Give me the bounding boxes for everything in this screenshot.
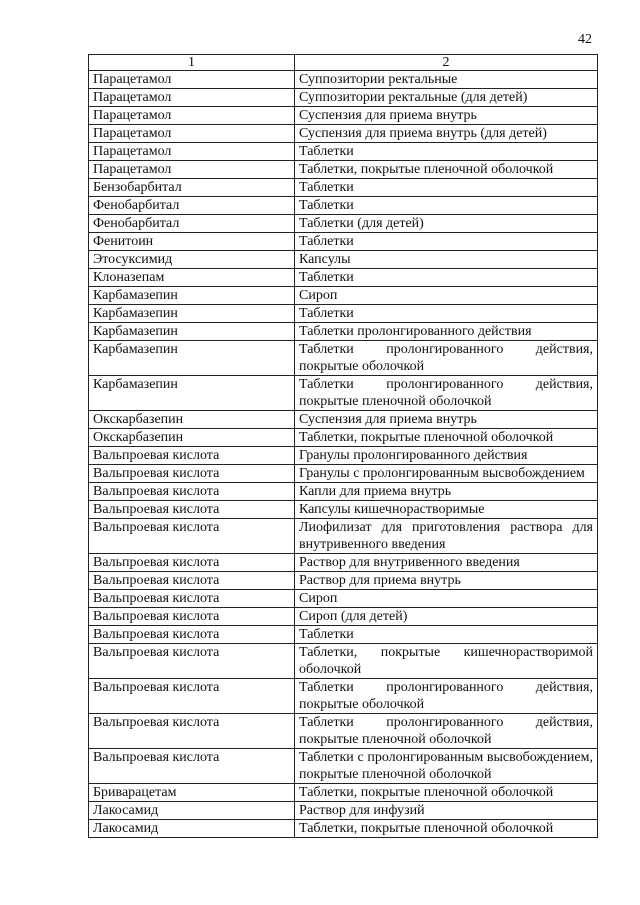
dosage-form-cell: Суспензия для приема внутрь <box>295 107 598 125</box>
drug-name-cell: Бриварацетам <box>89 784 295 802</box>
table-row <box>89 341 598 376</box>
table-row <box>89 89 598 107</box>
dosage-form-cell: Суспензия для приема внутрь <box>295 411 598 429</box>
table-row <box>89 572 598 590</box>
column-header-2: 2 <box>295 55 598 71</box>
table-row <box>89 429 598 447</box>
table-row <box>89 501 598 519</box>
column-header-1: 1 <box>89 55 295 71</box>
table-row <box>89 465 598 483</box>
drug-table <box>88 54 598 838</box>
dosage-form-cell: Таблетки <box>295 626 598 644</box>
drug-name-cell: Вальпроевая кислота <box>89 590 295 608</box>
dosage-form-cell: Гранулы пролонгированного действия <box>295 447 598 465</box>
table-row <box>89 679 598 714</box>
dosage-form-cell: Сироп <box>295 590 598 608</box>
table-row <box>89 590 598 608</box>
table-row <box>89 447 598 465</box>
table-row <box>89 376 598 411</box>
drug-name-cell: Вальпроевая кислота <box>89 447 295 465</box>
table-row <box>89 519 598 554</box>
drug-name-cell: Парацетамол <box>89 107 295 125</box>
drug-name-cell: Вальпроевая кислота <box>89 644 295 679</box>
dosage-form-cell: Таблетки <box>295 143 598 161</box>
table-row <box>89 323 598 341</box>
table-row <box>89 608 598 626</box>
drug-name-cell: Вальпроевая кислота <box>89 501 295 519</box>
dosage-form-cell: Лиофилизат для приготовления раствора для внутривенного введения <box>295 519 598 554</box>
dosage-form-cell: Таблетки пролонгированного действия, покрытые оболочкой <box>295 341 598 376</box>
drug-name-cell: Вальпроевая кислота <box>89 679 295 714</box>
dosage-form-cell: Капли для приема внутрь <box>295 483 598 501</box>
drug-name-cell: Вальпроевая кислота <box>89 572 295 590</box>
dosage-form-cell: Таблетки, покрытые кишечнорастворимой оболочкой <box>295 644 598 679</box>
table-header-row <box>89 55 598 71</box>
dosage-form-cell: Таблетки, покрытые пленочной оболочкой <box>295 429 598 447</box>
drug-name-cell: Фенобарбитал <box>89 215 295 233</box>
table-row <box>89 305 598 323</box>
table-row <box>89 125 598 143</box>
dosage-form-cell: Суспензия для приема внутрь (для детей) <box>295 125 598 143</box>
drug-name-cell: Лакосамид <box>89 802 295 820</box>
drug-name-cell: Парацетамол <box>89 89 295 107</box>
table-row <box>89 197 598 215</box>
table-row <box>89 71 598 89</box>
dosage-form-cell: Таблетки (для детей) <box>295 215 598 233</box>
drug-name-cell: Карбамазепин <box>89 376 295 411</box>
drug-name-cell: Карбамазепин <box>89 323 295 341</box>
drug-name-cell: Карбамазепин <box>89 287 295 305</box>
dosage-form-cell: Сироп (для детей) <box>295 608 598 626</box>
dosage-form-cell: Таблетки, покрытые пленочной оболочкой <box>295 820 598 838</box>
table-row <box>89 143 598 161</box>
dosage-form-cell: Таблетки <box>295 305 598 323</box>
drug-name-cell: Клоназепам <box>89 269 295 287</box>
table-row <box>89 802 598 820</box>
dosage-form-cell: Таблетки с пролонгированным высвобождением, покрытые пленочной оболочкой <box>295 749 598 784</box>
drug-name-cell: Парацетамол <box>89 125 295 143</box>
dosage-form-cell: Таблетки пролонгированного действия, покрытые пленочной оболочкой <box>295 714 598 749</box>
table-row <box>89 107 598 125</box>
dosage-form-cell: Раствор для внутривенного введения <box>295 554 598 572</box>
table-row <box>89 411 598 429</box>
dosage-form-cell: Капсулы кишечнорастворимые <box>295 501 598 519</box>
table-row <box>89 215 598 233</box>
dosage-form-cell: Таблетки, покрытые пленочной оболочкой <box>295 784 598 802</box>
table-row <box>89 287 598 305</box>
dosage-form-cell: Суппозитории ректальные <box>295 71 598 89</box>
dosage-form-cell: Гранулы с пролонгированным высвобождением <box>295 465 598 483</box>
table-row <box>89 554 598 572</box>
table-row <box>89 749 598 784</box>
table-row <box>89 233 598 251</box>
table-row <box>89 161 598 179</box>
table-row <box>89 644 598 679</box>
dosage-form-cell: Таблетки пролонгированного действия, покрытые оболочкой <box>295 679 598 714</box>
page-number: 42 <box>578 32 592 47</box>
drug-name-cell: Окскарбазепин <box>89 429 295 447</box>
drug-name-cell: Фенитоин <box>89 233 295 251</box>
drug-name-cell: Парацетамол <box>89 71 295 89</box>
drug-name-cell: Вальпроевая кислота <box>89 554 295 572</box>
dosage-form-cell: Таблетки <box>295 197 598 215</box>
dosage-form-cell: Раствор для приема внутрь <box>295 572 598 590</box>
dosage-form-cell: Капсулы <box>295 251 598 269</box>
drug-name-cell: Карбамазепин <box>89 341 295 376</box>
table-row <box>89 251 598 269</box>
dosage-form-cell: Таблетки <box>295 269 598 287</box>
dosage-form-cell: Таблетки пролонгированного действия <box>295 323 598 341</box>
dosage-form-cell: Таблетки пролонгированного действия, покрытые пленочной оболочкой <box>295 376 598 411</box>
table-row <box>89 269 598 287</box>
dosage-form-cell: Таблетки <box>295 233 598 251</box>
dosage-form-cell: Таблетки, покрытые пленочной оболочкой <box>295 161 598 179</box>
drug-name-cell: Парацетамол <box>89 143 295 161</box>
drug-name-cell: Лакосамид <box>89 820 295 838</box>
dosage-form-cell: Раствор для инфузий <box>295 802 598 820</box>
table-row <box>89 483 598 501</box>
drug-name-cell: Вальпроевая кислота <box>89 749 295 784</box>
drug-name-cell: Бензобарбитал <box>89 179 295 197</box>
drug-name-cell: Карбамазепин <box>89 305 295 323</box>
drug-name-cell: Парацетамол <box>89 161 295 179</box>
drug-name-cell: Вальпроевая кислота <box>89 608 295 626</box>
table-row <box>89 714 598 749</box>
drug-name-cell: Вальпроевая кислота <box>89 465 295 483</box>
dosage-form-cell: Таблетки <box>295 179 598 197</box>
drug-name-cell: Вальпроевая кислота <box>89 483 295 501</box>
drug-name-cell: Вальпроевая кислота <box>89 626 295 644</box>
drug-name-cell: Вальпроевая кислота <box>89 714 295 749</box>
table-row <box>89 626 598 644</box>
dosage-form-cell: Суппозитории ректальные (для детей) <box>295 89 598 107</box>
drug-name-cell: Фенобарбитал <box>89 197 295 215</box>
table-row <box>89 179 598 197</box>
table-row <box>89 820 598 838</box>
table-body <box>89 71 598 838</box>
drug-name-cell: Окскарбазепин <box>89 411 295 429</box>
table-row <box>89 784 598 802</box>
dosage-form-cell: Сироп <box>295 287 598 305</box>
drug-name-cell: Этосуксимид <box>89 251 295 269</box>
drug-name-cell: Вальпроевая кислота <box>89 519 295 554</box>
